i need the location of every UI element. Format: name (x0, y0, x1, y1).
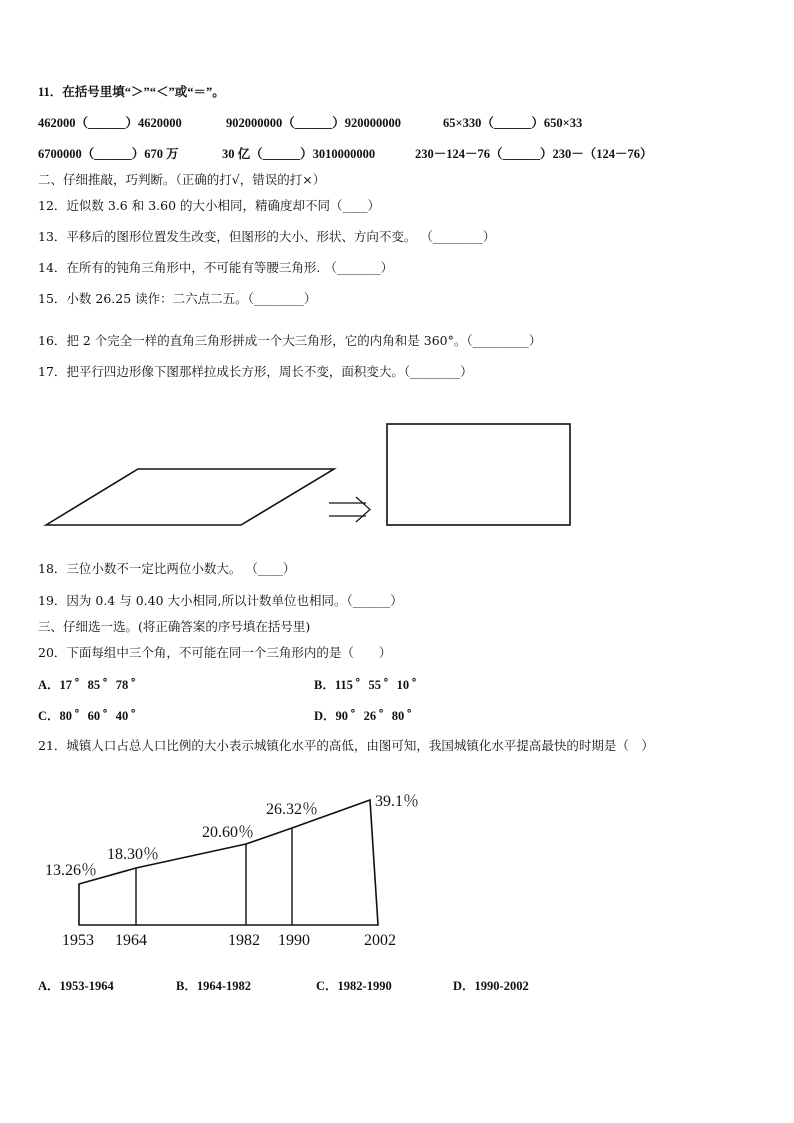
q21-option-b: B．1964-1982 (176, 979, 252, 993)
q11-compare-5: 30 亿（______）3010000000 (222, 147, 376, 161)
value-label-1982: 20.60％ (202, 824, 255, 841)
year-label-1990: 1990 (278, 932, 310, 949)
q21-title: 21．城镇人口占总人口比例的大小表示城镇化水平的高低，由图可知，我国城镇化水平提高最快的时期是（ ） (38, 738, 654, 753)
value-label-1953: 13.26％ (45, 862, 98, 879)
q20-option-d: D．90 ゜26 ゜80 ゜ (314, 709, 420, 723)
q20-title: 20．下面每组中三个角，不可能在同一个三角形内的是（ ） (38, 645, 392, 660)
q16: 16．把 2 个完全一样的直角三角形拼成一个大三角形，它的内角和是 360°。（_________） (38, 333, 542, 348)
q19: 19．因为 0.4 与 0.40 大小相同,所以计数单位也相同。（______） (38, 593, 403, 608)
q17: 17．把平行四边形像下图那样拉成长方形，周长不变，面积变大。（________） (38, 364, 473, 379)
q21-option-c: C．1982-1990 (316, 979, 392, 993)
q11-compare-1: 462000（______）4620000 (38, 116, 182, 130)
q21-option-a: A．1953-1964 (38, 979, 114, 993)
q21-option-d: D．1990-2002 (453, 979, 529, 993)
q15: 15．小数 26.25 读作：二六点二五。（________） (38, 291, 317, 306)
q11-compare-2: 902000000（______）920000000 (226, 116, 402, 130)
section-3-heading: 三、仔细选一选。(将正确答案的序号填在括号里) (38, 619, 311, 634)
year-label-2002: 2002 (364, 932, 396, 949)
year-label-1953: 1953 (62, 932, 94, 949)
q20-option-c: C．80 ゜60 ゜40 ゜ (38, 709, 144, 723)
q11-compare-4: 6700000（______）670 万 (38, 147, 179, 161)
q18: 18．三位小数不一定比两位小数大。 （____） (38, 561, 296, 576)
value-label-1990: 26.32％ (266, 801, 319, 818)
value-label-2002: 39.1％ (375, 793, 420, 810)
q13: 13．平移后的图形位置发生改变，但图形的大小、形状、方向不变。 （________） (38, 229, 496, 244)
q12: 12．近似数 3.6 和 3.60 的大小相同，精确度却不同（____） (38, 198, 381, 213)
q11-compare-6: 230－124－76（______）230－（124－76） (415, 147, 653, 161)
q20-option-b: B．115 ゜55 ゜10 ゜ (314, 678, 425, 692)
section-2-heading: 二、仔细推敲，巧判断。（正确的打√，错误的打×） (38, 172, 326, 187)
value-label-1964: 18.30％ (107, 846, 160, 863)
year-label-1964: 1964 (115, 932, 147, 949)
q20-option-a: A．17 ゜85 ゜78 ゜ (38, 678, 144, 692)
year-label-1982: 1982 (228, 932, 260, 949)
q11-compare-3: 65×330（______）650×33 (443, 116, 583, 130)
q11-title: 11．在括号里填“＞”“＜”或“＝”。 (38, 85, 225, 99)
q14: 14．在所有的钝角三角形中，不可能有等腰三角形. （_______） (38, 260, 394, 275)
